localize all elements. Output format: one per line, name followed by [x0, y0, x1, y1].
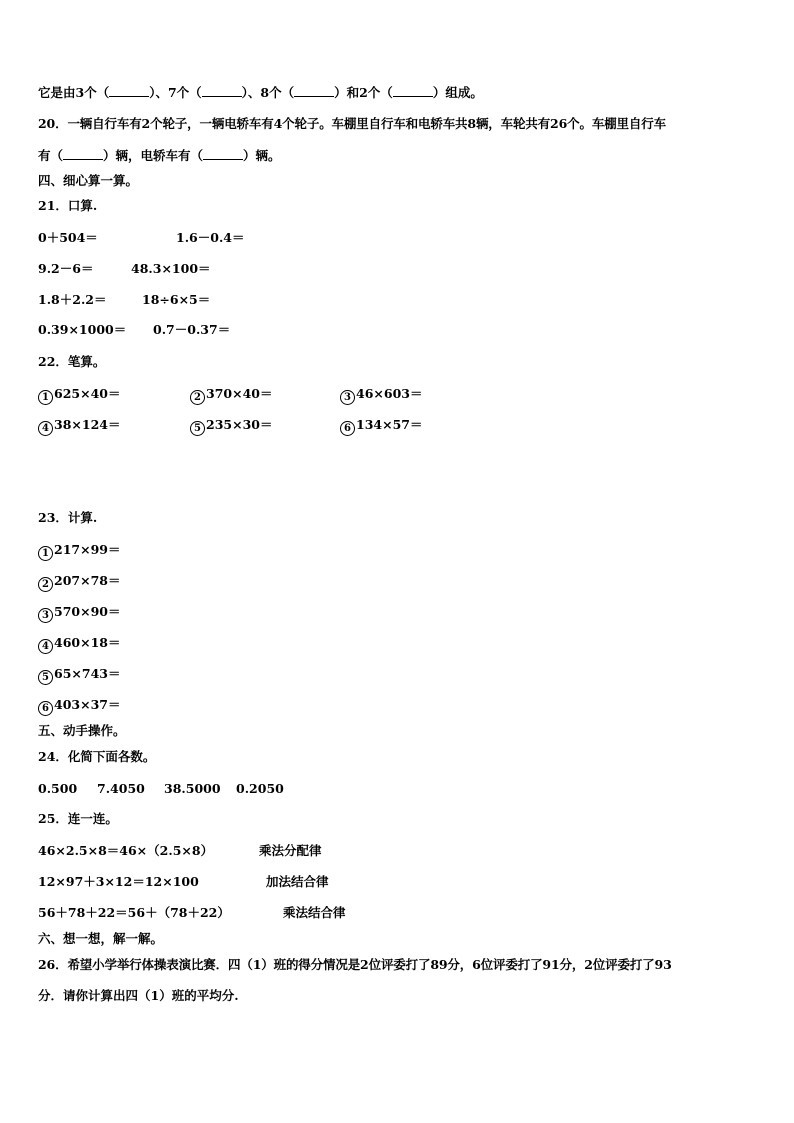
q24-number: 38.5000 — [164, 781, 221, 796]
circled-number: 3 — [340, 390, 355, 405]
q22-item: 3 46×603＝ — [340, 386, 422, 405]
q25-law[interactable]: 加法结合律 — [266, 874, 329, 889]
q22-item: 2 370×40＝ — [190, 386, 272, 405]
q25-expression[interactable]: 12×97＋3×12＝12×100 — [38, 874, 199, 889]
section-4-heading: 四、细心算一算。 — [38, 173, 139, 188]
q22-item: 5 235×30＝ — [190, 417, 272, 436]
circled-number: 2 — [190, 390, 205, 405]
section-5-heading: 五、动手操作。 — [38, 723, 126, 738]
circled-number: 4 — [38, 639, 53, 654]
q25-expression[interactable]: 46×2.5×8＝46×（2.5×8） — [38, 843, 214, 858]
q21-item: 0＋504＝ — [38, 230, 98, 245]
answer-blank[interactable] — [63, 147, 103, 160]
q21-item: 0.39×1000＝ — [38, 322, 127, 337]
answer-blank[interactable] — [294, 84, 334, 97]
q20-line-1: 20．一辆自行车有2个轮子，一辆电轿车有4个轮子。车棚里自行车和电轿车共8辆，车轮共有26个。车棚里自行车 — [38, 116, 666, 131]
answer-blank[interactable] — [393, 84, 433, 97]
answer-blank[interactable] — [109, 84, 149, 97]
q23-item: 4 460×18＝ — [38, 635, 120, 654]
q25-law[interactable]: 乘法结合律 — [283, 905, 346, 920]
q23-item: 3 570×90＝ — [38, 604, 120, 623]
q26-line-2: 分．请你计算出四（1）班的平均分. — [38, 988, 239, 1003]
q23-title: 23．计算. — [38, 510, 98, 525]
q21-item: 1.6－0.4＝ — [176, 230, 245, 245]
q21-item: 18÷6×5＝ — [142, 292, 211, 307]
q19-line: 它是由3个（ ）、7个（ ）、8个（ ）和2个（ ）组成。 — [38, 85, 483, 100]
q20-line-2: 有（ ）辆，电轿车有（ ）辆。 — [38, 148, 281, 163]
q24-number: 0.500 — [38, 781, 78, 796]
q23-item: 1 217×99＝ — [38, 542, 120, 561]
section-6-heading: 六、想一想，解一解。 — [38, 931, 164, 946]
q22-item: 6 134×57＝ — [340, 417, 422, 436]
circled-number: 5 — [38, 670, 53, 685]
q25-law[interactable]: 乘法分配律 — [259, 843, 322, 858]
q21-item: 48.3×100＝ — [131, 261, 211, 276]
circled-number: 6 — [340, 421, 355, 436]
q26-line-1: 26．希望小学举行体操表演比赛．四（1）班的得分情况是2位评委打了89分，6位评委打了91分，2位评委打了93 — [38, 957, 672, 972]
circled-number: 2 — [38, 577, 53, 592]
q21-item: 9.2－6＝ — [38, 261, 94, 276]
circled-number: 4 — [38, 421, 53, 436]
q23-item: 6 403×37＝ — [38, 697, 120, 716]
q22-title: 22．笔算。 — [38, 354, 106, 369]
answer-blank[interactable] — [202, 84, 242, 97]
q21-title: 21．口算. — [38, 198, 98, 213]
circled-number: 1 — [38, 390, 53, 405]
q23-item: 5 65×743＝ — [38, 666, 120, 685]
circled-number: 6 — [38, 701, 53, 716]
circled-number: 1 — [38, 546, 53, 561]
q21-item: 1.8＋2.2＝ — [38, 292, 107, 307]
q22-item: 4 38×124＝ — [38, 417, 120, 436]
q24-number: 0.2050 — [236, 781, 284, 796]
circled-number: 5 — [190, 421, 205, 436]
q25-expression[interactable]: 56＋78＋22＝56＋（78＋22） — [38, 905, 230, 920]
q24-title: 24．化简下面各数。 — [38, 749, 156, 764]
q22-item: 1 625×40＝ — [38, 386, 120, 405]
answer-blank[interactable] — [203, 147, 243, 160]
q21-item: 0.7－0.37＝ — [153, 322, 231, 337]
circled-number: 3 — [38, 608, 53, 623]
q23-item: 2 207×78＝ — [38, 573, 120, 592]
q24-number: 7.4050 — [97, 781, 145, 796]
q25-title: 25．连一连。 — [38, 811, 118, 826]
